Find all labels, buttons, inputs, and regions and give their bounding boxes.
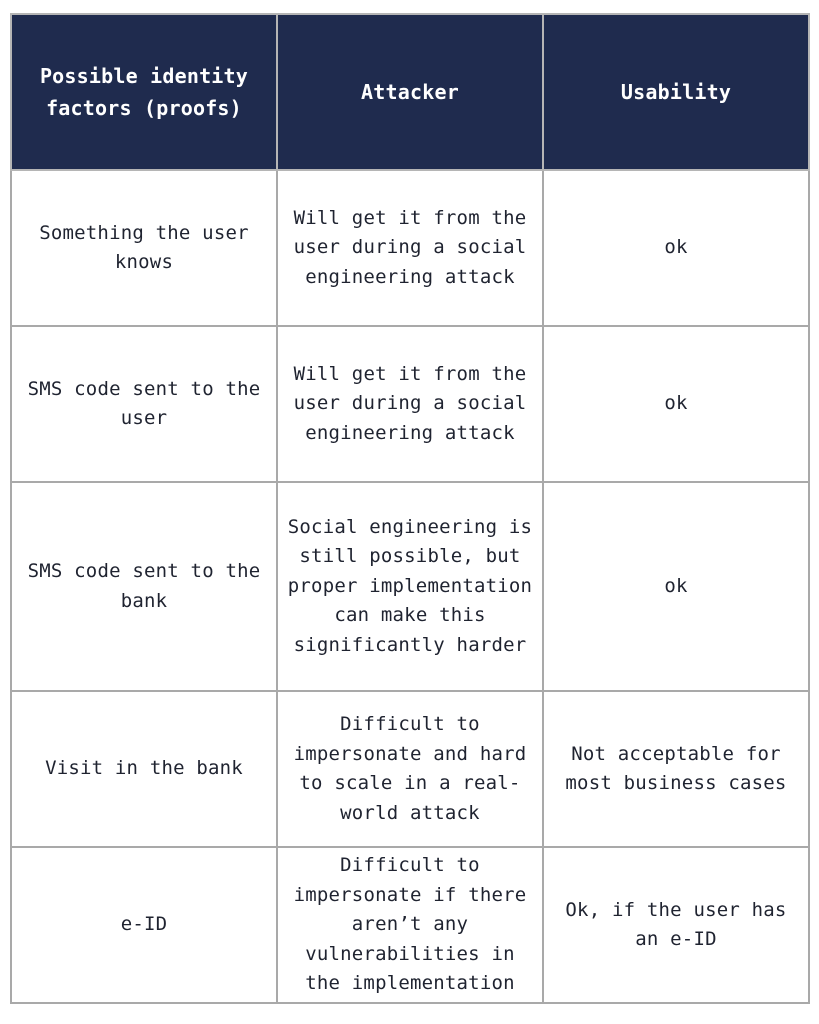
factor-text: Visit in the bank bbox=[45, 757, 243, 780]
identity-factors-table bbox=[10, 13, 810, 1004]
header-usability-label: Usability bbox=[620, 80, 732, 104]
usability-text: Ok, if the user has an e-ID bbox=[565, 898, 787, 950]
attacker-text: Will get it from the user during a social engineering attack bbox=[293, 206, 527, 288]
factor-cell bbox=[11, 691, 277, 847]
header-usability bbox=[543, 14, 809, 170]
factor-cell bbox=[11, 170, 277, 326]
table-row bbox=[11, 170, 809, 326]
identity-factors-table-container bbox=[10, 13, 808, 1004]
attacker-cell bbox=[277, 847, 543, 1003]
table-row bbox=[11, 482, 809, 691]
usability-text: ok bbox=[664, 392, 688, 415]
attacker-text: Difficult to impersonate if there aren’t any vulnerabilities in the implementation bbox=[293, 854, 527, 995]
table-row bbox=[11, 847, 809, 1003]
attacker-text: Will get it from the user during a social engineering attack bbox=[293, 362, 527, 444]
usability-cell bbox=[543, 170, 809, 326]
header-attacker bbox=[277, 14, 543, 170]
attacker-cell bbox=[277, 691, 543, 847]
usability-text: ok bbox=[664, 574, 688, 597]
attacker-cell bbox=[277, 326, 543, 482]
attacker-text: Difficult to impersonate and hard to scale in a real-world attack bbox=[293, 713, 527, 824]
table-header-row bbox=[11, 14, 809, 170]
header-attacker-label: Attacker bbox=[361, 80, 459, 104]
attacker-cell bbox=[277, 170, 543, 326]
factor-cell bbox=[11, 847, 277, 1003]
usability-text: Not acceptable for most business cases bbox=[565, 742, 787, 794]
usability-cell bbox=[543, 691, 809, 847]
usability-cell bbox=[543, 847, 809, 1003]
table-row bbox=[11, 691, 809, 847]
factor-text: e-ID bbox=[120, 913, 168, 936]
table-row bbox=[11, 326, 809, 482]
attacker-cell bbox=[277, 482, 543, 691]
factor-text: SMS code sent to the bank bbox=[27, 560, 261, 612]
header-factors-label: Possible identity factors (proofs) bbox=[39, 64, 249, 120]
usability-cell bbox=[543, 482, 809, 691]
factor-cell bbox=[11, 326, 277, 482]
usability-text: ok bbox=[664, 236, 688, 259]
factor-text: Something the user knows bbox=[39, 221, 249, 273]
factor-text: SMS code sent to the user bbox=[27, 377, 261, 429]
factor-cell bbox=[11, 482, 277, 691]
attacker-text: Social engineering is still possible, but proper implementation can make this significantly harder bbox=[287, 515, 533, 656]
header-factors bbox=[11, 14, 277, 170]
usability-cell bbox=[543, 326, 809, 482]
